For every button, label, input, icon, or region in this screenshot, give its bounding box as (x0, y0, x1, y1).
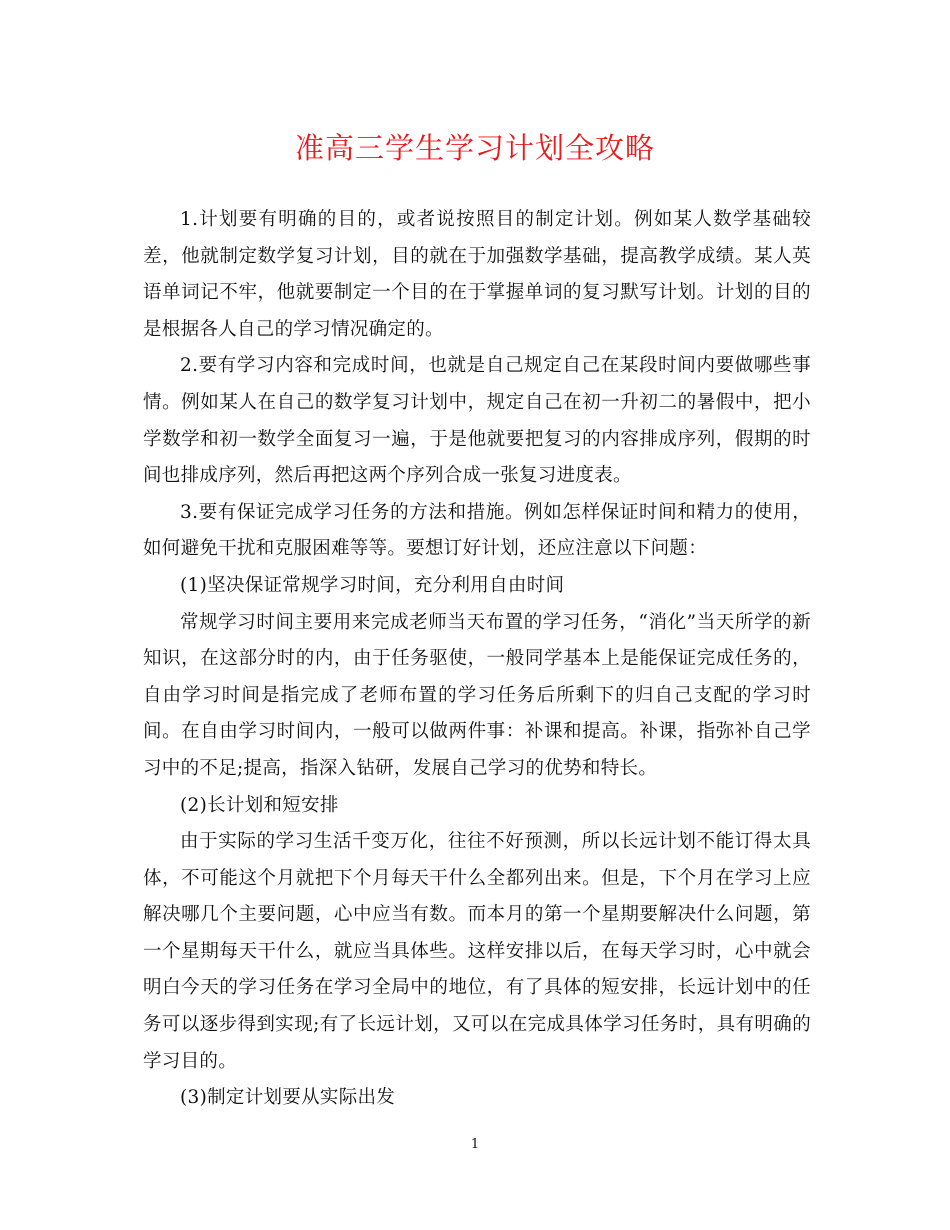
page-number: 1 (470, 1137, 480, 1152)
paragraph-goal: 1.计划要有明确的目的，或者说按照目的制定计划。例如某人数学基础较差，他就制定数学复习计划，目的就在于加强数学基础，提高教学成绩。某人英语单词记不牢，他就要制定一个目的在于掌握单词的复习默写计划。计划的目的是根据各人自己的学习情况确定的。 (143, 209, 811, 340)
paragraph-regular-time: 常规学习时间主要用来完成老师当天布置的学习任务，“消化”当天所学的新知识，在这部分时的内，由于任务驱使，一般同学基本上是能保证完成任务的，自由学习时间是指完成了老师布置的学习任务后所剩下的归自己支配的学习时间。在自由学习时间内，一般可以做两件事：补课和提高。补课，指弥补自己学习中的不足;提高，指深入钻研，发展自己学习的优势和特长。 (143, 611, 811, 779)
page-title: 准高三学生学习计划全攻略 (294, 131, 655, 165)
document-body (143, 202, 811, 1117)
subheading-regular-time: (1)坚决保证常规学习时间，充分利用自由时间 (180, 574, 565, 596)
paragraph-content-time: 2.要有学习内容和完成时间，也就是自己规定自己在某段时间内要做哪些事情。例如某人在自己的数学复习计划中，规定自己在初一升初二的暑假中，把小学数学和初一数学全面复习一遍，于是他就要把复习的内容排成序列，假期的时间也排成序列，然后再把这两个序列合成一张复习进度表。 (143, 355, 811, 487)
paragraph-long-short: 由于实际的学习生活千变万化，往往不好预测，所以长远计划不能订得太具体，不可能这个月就把下个月每天干什么全都列出来。但是，下个月在学习上应解决哪几个主要问题，心中应当有数。而本月的第一个星期要解决什么问题，第一个星期每天干什么，就应当具体些。这样安排以后，在每天学习时，心中就会明白今天的学习任务在学习全局中的地位，有了具体的短安排，长远计划中的任务可以逐步得到实现;有了长远计划，又可以在完成具体学习任务时，具有明确的学习目的。 (143, 831, 811, 1072)
subheading-practical: (3)制定计划要从实际出发 (180, 1087, 396, 1109)
subheading-long-short: (2)长计划和短安排 (180, 794, 339, 816)
paragraph-methods: 3.要有保证完成学习任务的方法和措施。例如怎样保证时间和精力的使用，如何避免干扰和克服困难等等。要想订好计划，还应注意以下问题： (143, 501, 811, 560)
